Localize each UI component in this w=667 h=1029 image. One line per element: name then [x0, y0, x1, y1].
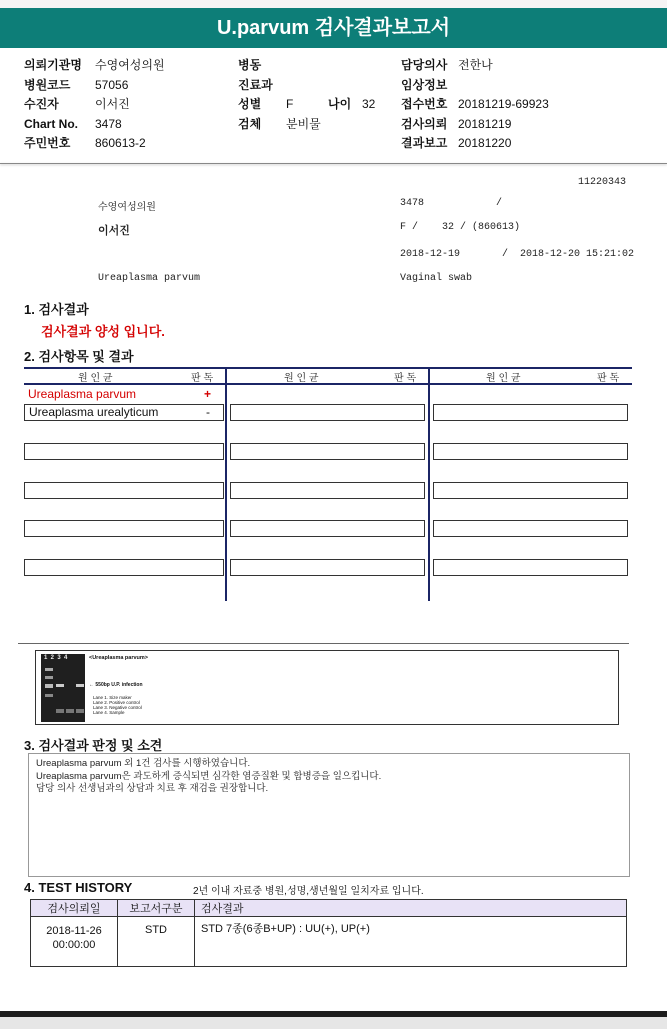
summary-patient: 이서진 — [98, 226, 130, 238]
gel-legend-item: Lane 1. Size maker — [93, 695, 132, 700]
col-header-pathogen: 원 인 균 — [284, 373, 319, 384]
result-cell-empty — [433, 559, 628, 576]
section1-heading: 1. 검사결과 — [24, 302, 89, 317]
result-row-positive — [28, 387, 218, 402]
info-value: 20181219 — [458, 116, 512, 131]
positive-result: 검사결과 양성 입니다. — [41, 324, 165, 339]
info-label: 병원코드 — [24, 77, 71, 92]
summary-sex-age: F / 32 / (860613) — [400, 222, 521, 233]
result-table-header — [24, 367, 632, 385]
opinion-text — [36, 758, 381, 796]
info-label: 검체 — [238, 116, 262, 131]
result-cell-empty — [433, 404, 628, 421]
section4-heading: 4. TEST HISTORY — [24, 880, 133, 895]
result-cell-empty — [433, 520, 628, 537]
info-col-1 — [24, 56, 165, 154]
result-cell-empty — [24, 482, 224, 499]
taskbar-lower — [0, 1017, 667, 1029]
history-header-row — [31, 900, 627, 917]
info-label: 병동 — [238, 58, 262, 72]
result-cell-empty — [24, 559, 224, 576]
col-header-judgement: 판 독 — [394, 373, 417, 384]
gel-legend-item: Lane 3. Negative control — [93, 705, 142, 710]
gel-band-label: ← 550bp U.P. infection — [89, 682, 143, 688]
info-value: 57056 — [95, 77, 129, 92]
info-label: 접수번호 — [401, 97, 448, 111]
info-value: 20181219-69923 — [458, 97, 549, 111]
section2-heading: 2. 검사항목 및 결과 — [24, 349, 134, 364]
pathogen-name: Ureaplasma parvum — [28, 387, 137, 401]
info-label: 진료과 — [238, 77, 273, 92]
result-cell-empty — [230, 443, 425, 460]
gel-legend-item: Lane 4. Sample — [93, 710, 125, 715]
result-cell-empty — [230, 482, 425, 499]
info-value: 분비물 — [286, 116, 321, 131]
opinion-box — [28, 753, 630, 877]
history-note: 2년 이내 자료중 병원,성명,생년월일 일치자료 입니다. — [193, 886, 424, 897]
info-label: 나이 — [328, 97, 352, 111]
gel-image-frame — [35, 650, 619, 725]
column-divider — [225, 367, 227, 601]
history-table — [30, 899, 627, 967]
summary-hospital: 수영여성의원 — [98, 203, 156, 214]
info-label: 성별 — [238, 97, 262, 111]
info-label: 의뢰기관명 — [24, 58, 82, 72]
history-col-header: 검사의뢰일 — [31, 900, 118, 917]
col-header-judgement: 판 독 — [191, 373, 214, 384]
result-cell-empty — [433, 482, 628, 499]
summary-specimen: Vaginal swab — [400, 273, 473, 284]
history-result: STD 7종(6종B+UP) : UU(+), UP(+) — [195, 917, 627, 967]
history-time: 00:00:00 — [52, 939, 96, 951]
info-value: 전한나 — [458, 58, 493, 72]
summary-dates: 2018-12-19 / 2018-12-20 15:21:02 — [400, 249, 635, 260]
summary-test: Ureaplasma parvum — [98, 273, 201, 284]
gel-legend — [93, 695, 142, 715]
section3-heading: 3. 검사결과 판정 및 소견 — [24, 738, 163, 753]
info-label: 검사의뢰 — [401, 116, 448, 131]
info-value: 32 — [362, 97, 376, 111]
history-row — [31, 917, 627, 967]
result-cell-empty — [230, 404, 425, 421]
summary-chart: 3478 — [400, 198, 425, 209]
history-type: STD — [118, 917, 195, 967]
result-cell-empty — [230, 520, 425, 537]
info-value: F — [286, 97, 294, 111]
result-row — [24, 404, 224, 421]
col-header-pathogen: 원 인 균 — [486, 373, 521, 384]
pathogen-name: Ureaplasma urealyticum — [29, 405, 159, 419]
gel-electrophoresis-image — [41, 654, 85, 722]
opinion-line: Ureaplasma parvum 외 1건 검사를 시행하였습니다. — [36, 758, 251, 769]
top-strip — [0, 0, 667, 8]
info-label: 주민번호 — [24, 136, 71, 150]
gel-title: <Ureaplasma parvum> — [89, 655, 149, 661]
judgement-value: - — [206, 405, 210, 419]
info-value: 20181220 — [458, 136, 512, 150]
history-col-header: 보고서구분 — [118, 900, 195, 917]
opinion-line: Ureaplasma parvum은 과도하게 증식되면 심각한 염증질환 및 합병증을 일으킵니다. — [36, 770, 382, 782]
report-title: U.parvum 검사결과보고서 — [0, 8, 667, 48]
history-date-cell — [31, 917, 118, 967]
summary-slash: / — [496, 198, 503, 209]
report-id: 11220343 — [578, 177, 627, 188]
gel-legend-item: Lane 2. Positive control — [93, 700, 140, 705]
result-cell-empty — [24, 520, 224, 537]
col-header-pathogen: 원 인 균 — [78, 373, 113, 384]
history-col-header: 검사결과 — [195, 900, 627, 917]
gel-lane-numbers: 1 2 3 4 — [44, 655, 68, 661]
opinion-line: 담당 의사 선생님과의 상담과 치료 후 재검을 권장합니다. — [36, 783, 269, 794]
history-date: 2018-11-26 — [46, 925, 102, 937]
info-label: Chart No. — [24, 116, 78, 131]
col-header-judgement: 판 독 — [597, 373, 620, 384]
info-value: 3478 — [95, 116, 122, 131]
section-divider — [18, 643, 629, 644]
header-divider — [0, 163, 667, 164]
info-value: 이서진 — [95, 97, 130, 111]
result-cell-empty — [230, 559, 425, 576]
result-cell-empty — [24, 443, 224, 460]
info-value: 860613-2 — [95, 136, 146, 150]
info-label: 결과보고 — [401, 136, 448, 150]
result-cell-empty — [433, 443, 628, 460]
info-col-3 — [401, 56, 549, 154]
info-col-2 — [238, 56, 375, 134]
info-label: 담당의사 — [401, 58, 448, 72]
judgement-value: + — [204, 387, 212, 401]
info-value: 수영여성의원 — [95, 58, 165, 72]
column-divider — [428, 367, 430, 601]
info-label: 임상정보 — [401, 77, 448, 92]
info-label: 수진자 — [24, 97, 59, 111]
